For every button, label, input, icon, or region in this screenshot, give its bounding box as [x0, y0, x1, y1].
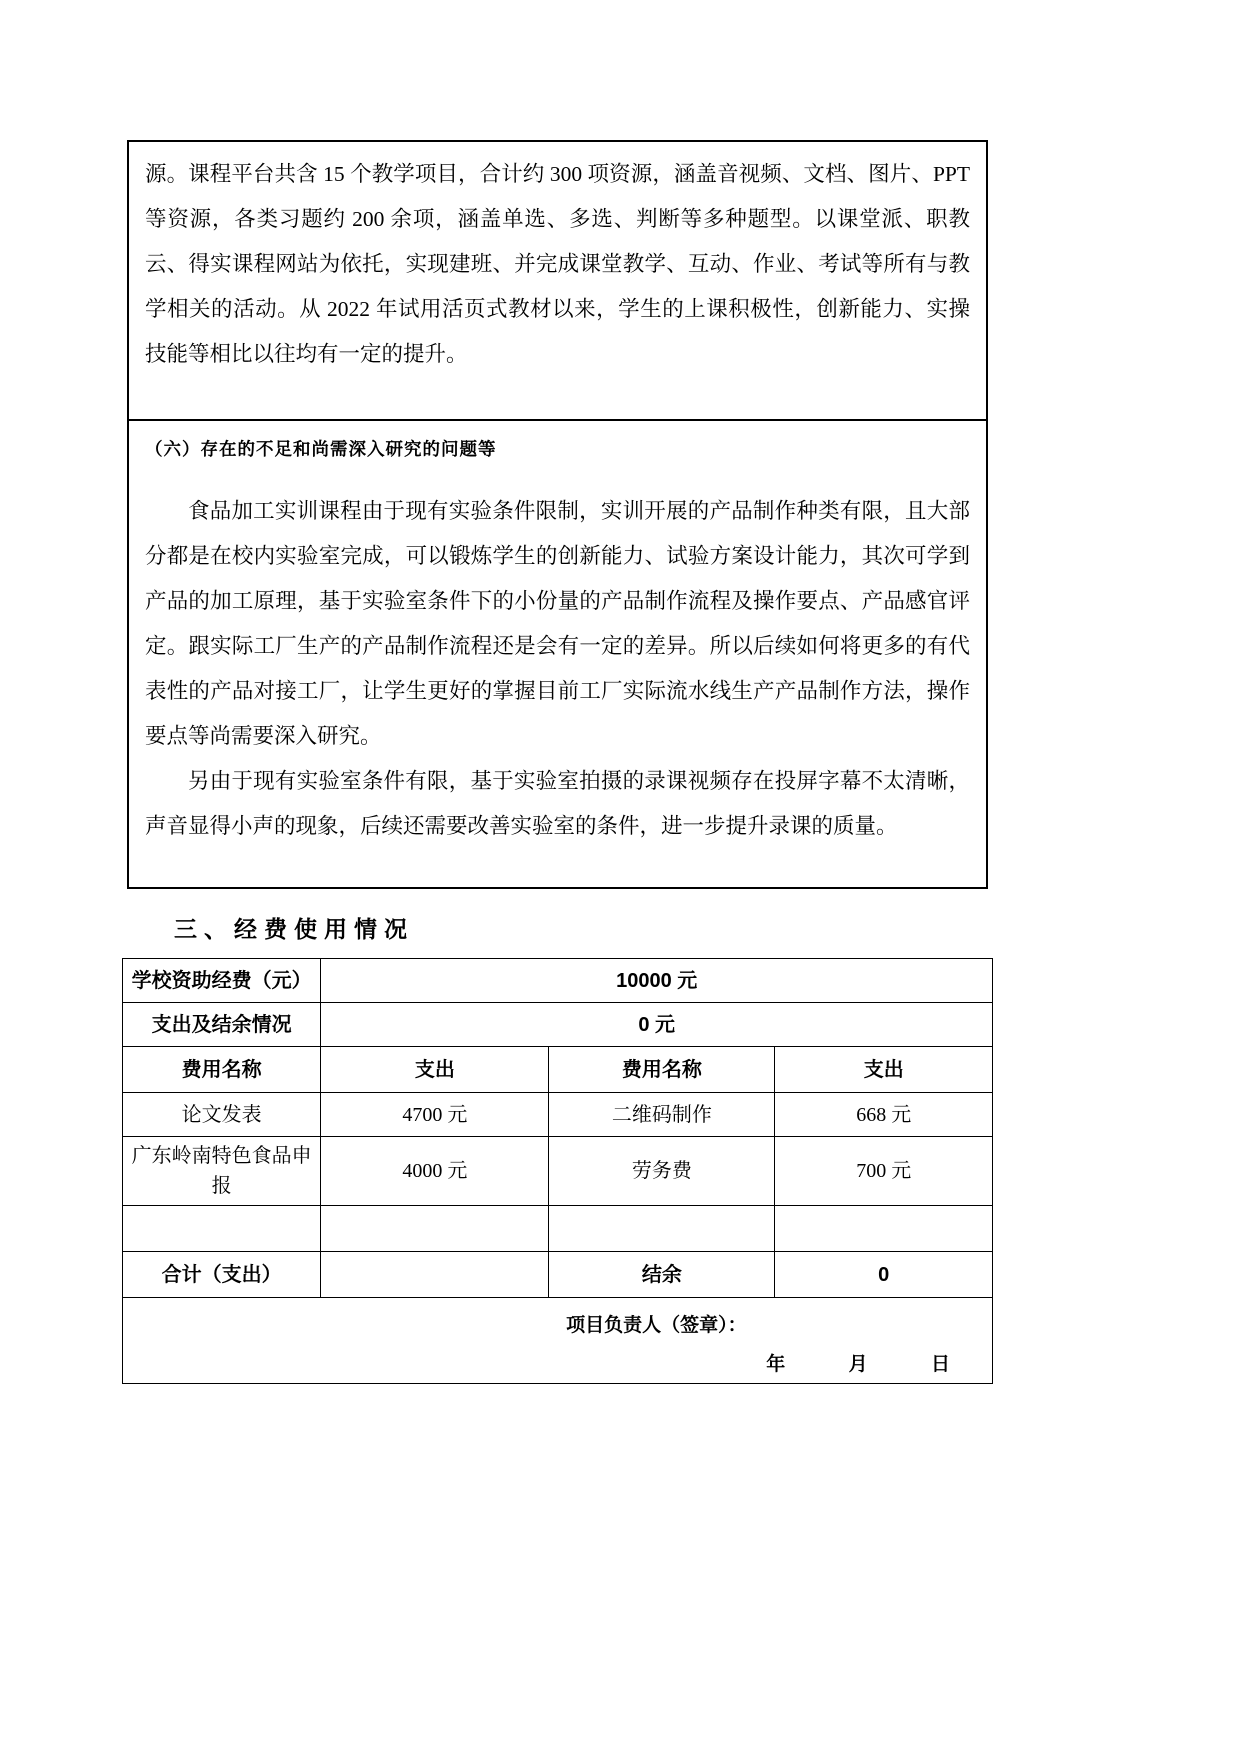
empty-cell	[549, 1206, 775, 1252]
remain-value-cell: 0	[775, 1252, 993, 1298]
balance-value-cell: 0 元	[321, 1003, 993, 1047]
section6-title: （六）存在的不足和尚需深入研究的问题等	[145, 439, 497, 459]
table-row-empty	[123, 1206, 993, 1252]
funding-label-cell: 学校资助经费（元）	[123, 959, 321, 1003]
header-expense-2: 支出	[775, 1047, 993, 1093]
table-row-funding	[123, 959, 993, 1003]
table-header-row	[123, 1047, 993, 1093]
signature-date-line: 年 月 日	[766, 1353, 950, 1375]
table-row-signature	[123, 1298, 993, 1384]
budget-table	[122, 958, 993, 1384]
table-row	[123, 1137, 993, 1206]
total-label-cell: 合计（支出）	[123, 1252, 321, 1298]
section3-heading: 三、经费使用情况	[174, 916, 414, 942]
report-section-box	[127, 140, 988, 889]
empty-cell	[123, 1206, 321, 1252]
empty-cell	[775, 1206, 993, 1252]
empty-cell	[321, 1206, 549, 1252]
remain-label-cell: 结余	[549, 1252, 775, 1298]
expense-cell: 4000 元	[321, 1137, 549, 1206]
expense-cell: 4700 元	[321, 1093, 549, 1137]
signature-label: 项目负责人（签章）：	[566, 1315, 747, 1336]
table-row-total	[123, 1252, 993, 1298]
total-value-cell	[321, 1252, 549, 1298]
table-row	[123, 1093, 993, 1137]
fee-name-cell: 广东岭南特色食品申报	[123, 1137, 321, 1206]
signature-cell	[123, 1298, 993, 1384]
header-fee-name-1: 费用名称	[123, 1047, 321, 1093]
balance-label-cell: 支出及结余情况	[123, 1003, 321, 1047]
table-row-balance	[123, 1003, 993, 1047]
fee-name-cell: 论文发表	[123, 1093, 321, 1137]
paragraph-shortcomings-2: 另由于现有实验室条件有限，基于实验室拍摄的录课视频存在投屏字幕不太清晰，声音显得小声的现象，后续还需要改善实验室的条件，进一步提升录课的质量。	[145, 769, 970, 838]
section-divider-line	[129, 419, 986, 421]
document-content	[122, 140, 993, 1384]
funding-value-cell: 10000 元	[321, 959, 993, 1003]
expense-cell: 700 元	[775, 1137, 993, 1206]
paragraph-shortcomings-1: 食品加工实训课程由于现有实验条件限制，实训开展的产品制作种类有限，且大部分都是在校内实验室完成，可以锻炼学生的创新能力、试验方案设计能力，其次可学到产品的加工原理，基于实验室条件下的小份量的产品制作流程及操作要点、产品感官评定。跟实际工厂生产的产品制作流程还是会有一定的差异。所以后续如何将更多的有代表性的产品对接工厂，让学生更好的掌握目前工厂实际流水线生产产品制作方法，操作要点等尚需要深入研究。	[145, 499, 970, 748]
header-fee-name-2: 费用名称	[549, 1047, 775, 1093]
expense-cell: 668 元	[775, 1093, 993, 1137]
header-expense-1: 支出	[321, 1047, 549, 1093]
fee-name-cell: 二维码制作	[549, 1093, 775, 1137]
fee-name-cell: 劳务费	[549, 1137, 775, 1206]
paragraph-platform-resources: 源。课程平台共含 15 个教学项目，合计约 300 项资源，涵盖音视频、文档、图片、PPT 等资源，各类习题约 200 余项，涵盖单选、多选、判断等多种题型。以课堂派、职教云、得实课程网站为依托，实现建班、并完成课堂教学、互动、作业、考试等所有与教学相关的活动。从 2022 年试用活页式教材以来，学生的上课积极性，创新能力、实操技能等相比以往均有一定的提升。	[145, 162, 970, 366]
